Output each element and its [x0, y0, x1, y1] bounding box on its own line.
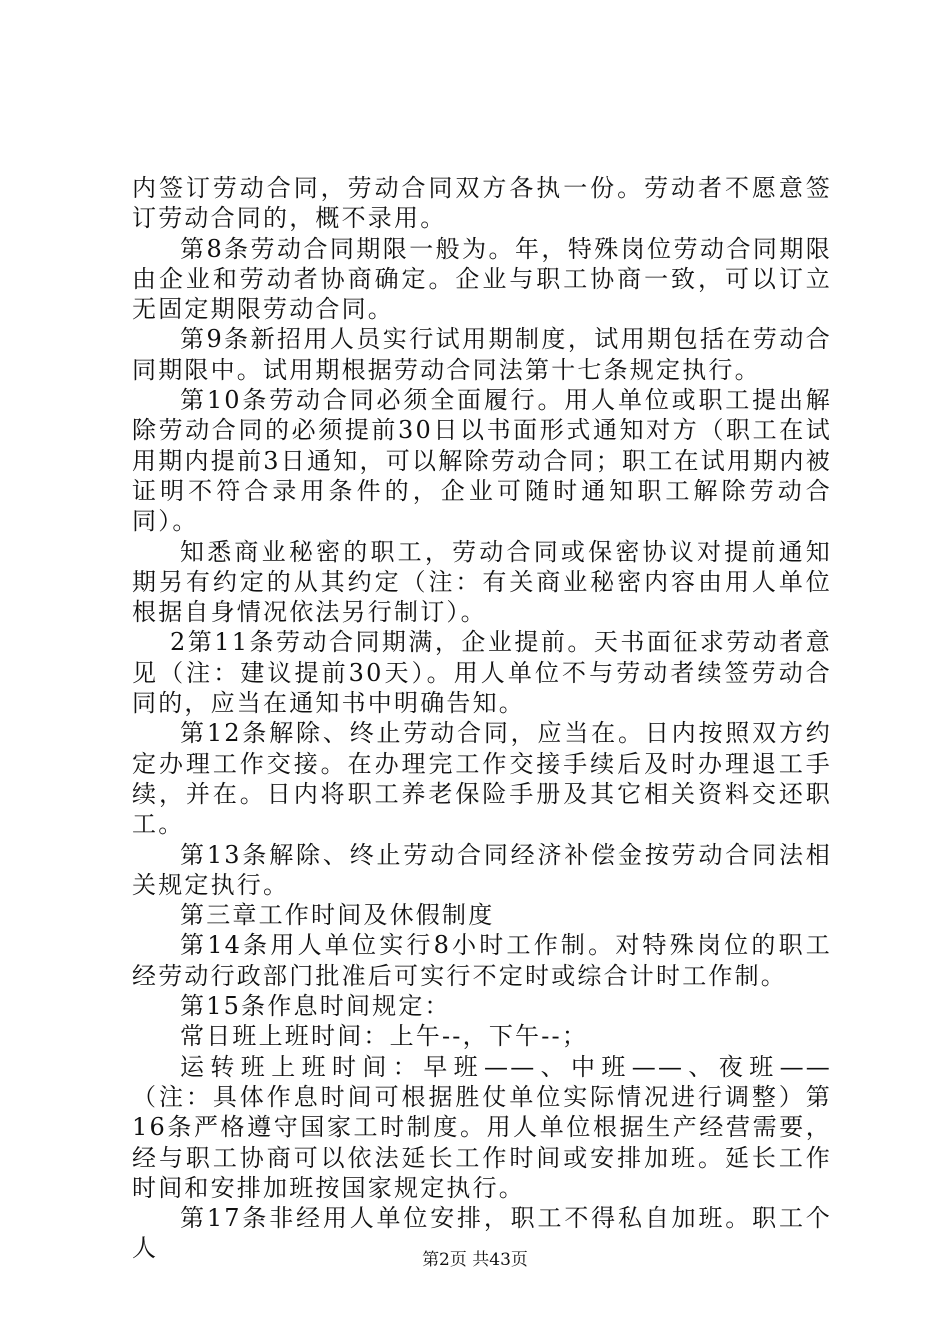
chapter-heading: 第三章工作时间及休假制度	[180, 901, 495, 930]
document-body	[132, 173, 832, 1264]
paragraph: 知悉商业秘密的职工，劳动合同或保密协议对提前通知期另有约定的从其约定（注：有关商业秘密内容由用人单位根据自身情况依法另行制订）。	[132, 537, 832, 627]
page-footer	[0, 1245, 950, 1270]
paragraph: 第12条解除、终止劳动合同，应当在。日内按照双方约定办理工作交接。在办理完工作交接手续后及时办理退工手续，并在。日内将职工养老保险手册及其它相关资料交还职工。	[132, 719, 832, 839]
paragraph: 第10条劳动合同必须全面履行。用人单位或职工提出解除劳动合同的必须提前30日以书面形式通知对方（职工在试用期内提前3日通知，可以解除劳动合同；职工在试用期内被证明不符合录用条件的，企业可随时通知职工解除劳动合同）。	[132, 386, 832, 536]
paragraph: 常日班上班时间：上午--，下午--；	[180, 1022, 589, 1051]
page-number-label: 第2页 共43页	[422, 1250, 528, 1270]
paragraph: 第17条非经用人单位安排，职工不得私自加班。职工个人	[132, 1204, 832, 1263]
paragraph: 第13条解除、终止劳动合同经济补偿金按劳动合同法相关规定执行。	[132, 840, 832, 899]
paragraph: 第8条劳动合同期限一般为。年，特殊岗位劳动合同期限由企业和劳动者协商确定。企业与职工协商一致，可以订立无固定期限劳动合同。	[132, 234, 832, 324]
paragraph: 内签订劳动合同，劳动合同双方各执一份。劳动者不愿意签订劳动合同的，概不录用。	[132, 174, 832, 233]
paragraph: 运转班上班时间：早班——、中班——、夜班——（注：具体作息时间可根据胜仗单位实际情况进行调整）第16条严格遵守国家工时制度。用人单位根据生产经营需要，经与职工协商可以依法延长工作时间或安排加班。延长工作时间和安排加班按国家规定执行。	[132, 1052, 832, 1202]
paragraph: 第15条作息时间规定：	[180, 992, 451, 1021]
paragraph: 2第11条劳动合同期满，企业提前。天书面征求劳动者意见（注：建议提前30天）。用人单位不与劳动者续签劳动合同的，应当在通知书中明确告知。	[132, 628, 832, 718]
paragraph: 第9条新招用人员实行试用期制度，试用期包括在劳动合同期限中。试用期根据劳动合同法第十七条规定执行。	[132, 325, 832, 384]
paragraph: 第14条用人单位实行8小时工作制。对特殊岗位的职工经劳动行政部门批准后可实行不定时或综合计时工作制。	[132, 931, 832, 990]
